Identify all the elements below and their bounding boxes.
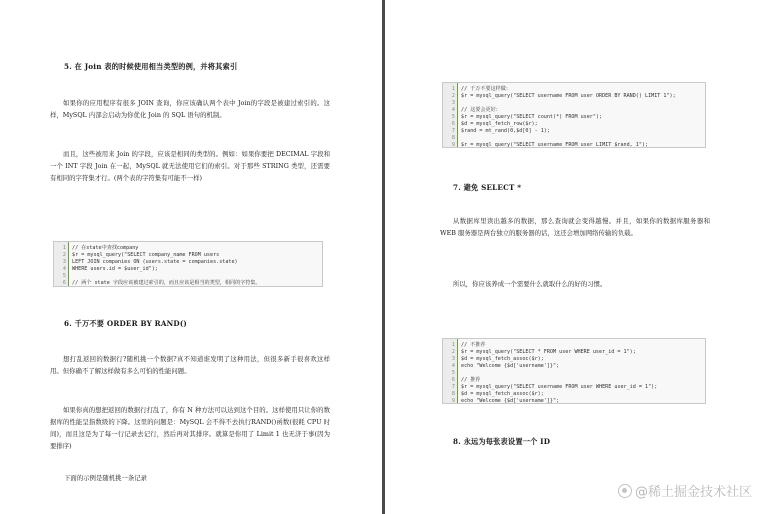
code-text: // 在state中查找company xyxy=(72,245,139,251)
line-number: 2 xyxy=(451,93,455,99)
code-text: // 这要会更好： xyxy=(461,107,501,113)
code-text: $r = mysql_query("SELECT username FROM user WHERE user_id = 1"); xyxy=(461,384,658,390)
line-number: 5 xyxy=(451,370,455,376)
heading-8: 8. 永远为每张表设置一个 ID xyxy=(453,437,551,446)
paragraph-join-index: 如果你的应用程序有很多 JOIN 查询，你应该确认两个表中 Join的字段是被建过索引的。这样，MySQL 内部会启动为你优化 Join 的 SQL 语句的机制。 xyxy=(50,99,330,119)
paragraph-random-example: 下面的示例是随机挑一条记录 xyxy=(64,474,148,482)
line-number: 9 xyxy=(451,398,455,404)
code-block-join xyxy=(53,241,323,287)
line-number: 5 xyxy=(62,273,66,279)
code-text: // 千万不要这样做： xyxy=(461,86,511,92)
code-text: echo "Welcome {$d['username']}"; xyxy=(461,363,560,369)
heading-5: 5. 在 Join 表的时候使用相当类型的例，并将其索引 xyxy=(64,62,238,71)
code-text: $d = mysql_fetch_row($r); xyxy=(461,121,538,127)
line-number: 9 xyxy=(451,142,455,148)
code-text: $r = mysql_query("SELECT count(*) FROM user"); xyxy=(461,114,603,120)
line-number: 7 xyxy=(451,128,455,134)
line-number: 8 xyxy=(451,135,455,141)
line-number: 2 xyxy=(62,252,66,258)
line-number: 1 xyxy=(451,342,455,348)
code-block-select xyxy=(442,338,706,404)
code-text: echo "Welcome {$d['username']}"; xyxy=(461,398,560,404)
code-text: $rand = mt_rand(0,$d[0] - 1); xyxy=(461,128,550,134)
code-text: LEFT JOIN companies ON (users.state = companies.state) xyxy=(72,259,238,265)
line-number: 1 xyxy=(62,245,66,251)
code-text: // 不推荐 xyxy=(461,342,486,348)
line-number: 3 xyxy=(451,100,455,106)
watermark-text: @稀土掘金技术社区 xyxy=(634,485,752,500)
line-number: 6 xyxy=(62,280,66,286)
paragraph-habit: 所以，你应该养成一个需要什么就取什么的好的习惯。 xyxy=(453,280,607,288)
right-page xyxy=(385,0,766,514)
code-block-rand xyxy=(442,82,706,148)
line-number: 5 xyxy=(451,114,455,120)
line-number: 2 xyxy=(451,349,455,355)
code-text: $r = mysql_query("SELECT * FROM user WHERE user_id = 1"); xyxy=(461,349,636,355)
code-text: $r = mysql_query("SELECT username FROM user LIMIT $rand, 1"); xyxy=(461,142,649,148)
code-text: // 两个 state 字段应该被建过索引的，而且应该是相当的类型，相同的字符集。 xyxy=(72,280,261,286)
watermark xyxy=(618,481,752,500)
heading-6: 6. 千万不要 ORDER BY RAND() xyxy=(64,319,188,328)
left-page xyxy=(0,0,382,514)
code-text: $r = mysql_query("SELECT company_name FROM users xyxy=(72,252,220,258)
code-line xyxy=(443,141,705,148)
line-number: 4 xyxy=(62,266,66,272)
line-number: 7 xyxy=(451,384,455,390)
paragraph-order-rand-perf: 如果你真的想把返回的数据行打乱了，你有 N 种方法可以达到这个目的。这样使用只让你的数据库的性能呈指数级的下降。这里的问题是：MySQL 会不得不去执行RAND()函数(很耗 CPU 时间)，而且这是为了每一行记录去记行，然后再对其排序。就算是你用了 Limit 1 也无济于事(因为要排序) xyxy=(50,406,330,450)
juejin-logo-icon xyxy=(618,484,632,498)
line-number: 3 xyxy=(451,356,455,362)
paragraph-join-types: 而且，这些被用来 Join 的字段，应该是相同的类型的。例如：如果你要把 DECIMAL 字段和一个 INT 字段 Join 在一起，MySQL 就无法使用它们的索引。对于那些 STRING 类型，还需要有相同的字符集才行。(两个表的字符集有可能不一样) xyxy=(50,150,330,182)
line-number: 6 xyxy=(451,121,455,127)
code-text: $r = mysql_query("SELECT username FROM user ORDER BY RAND() LIMIT 1"); xyxy=(461,93,676,99)
line-number: 8 xyxy=(451,391,455,397)
code-text: WHERE users.id = $user_id"); xyxy=(72,266,158,272)
line-number: 1 xyxy=(451,86,455,92)
code-text: $d = mysql_fetch_assoc($r); xyxy=(461,356,544,362)
code-text: $d = mysql_fetch_assoc($r); xyxy=(461,391,544,397)
line-number: 6 xyxy=(451,377,455,383)
line-number: 3 xyxy=(62,259,66,265)
code-line xyxy=(443,397,705,404)
paragraph-select-star: 从数据库里读出越多的数据，那么查询就会变得越慢。并且，如果你的数据库服务器和WEB 服务器是两台独立的服务器的话，这还会增加网络传输的负载。 xyxy=(440,217,710,237)
line-number: 4 xyxy=(451,363,455,369)
paragraph-order-rand: 想打乱返回的数据行?随机挑一个数据?真不知道谁发明了这种用法，但很多新手很喜欢这样用。但你确不了解这样做有多么可怕的性能问题。 xyxy=(50,355,330,375)
heading-7: 7. 避免 SELECT * xyxy=(453,183,522,192)
code-line xyxy=(54,279,322,287)
code-text: // 推荐 xyxy=(461,377,481,383)
line-number: 4 xyxy=(451,107,455,113)
